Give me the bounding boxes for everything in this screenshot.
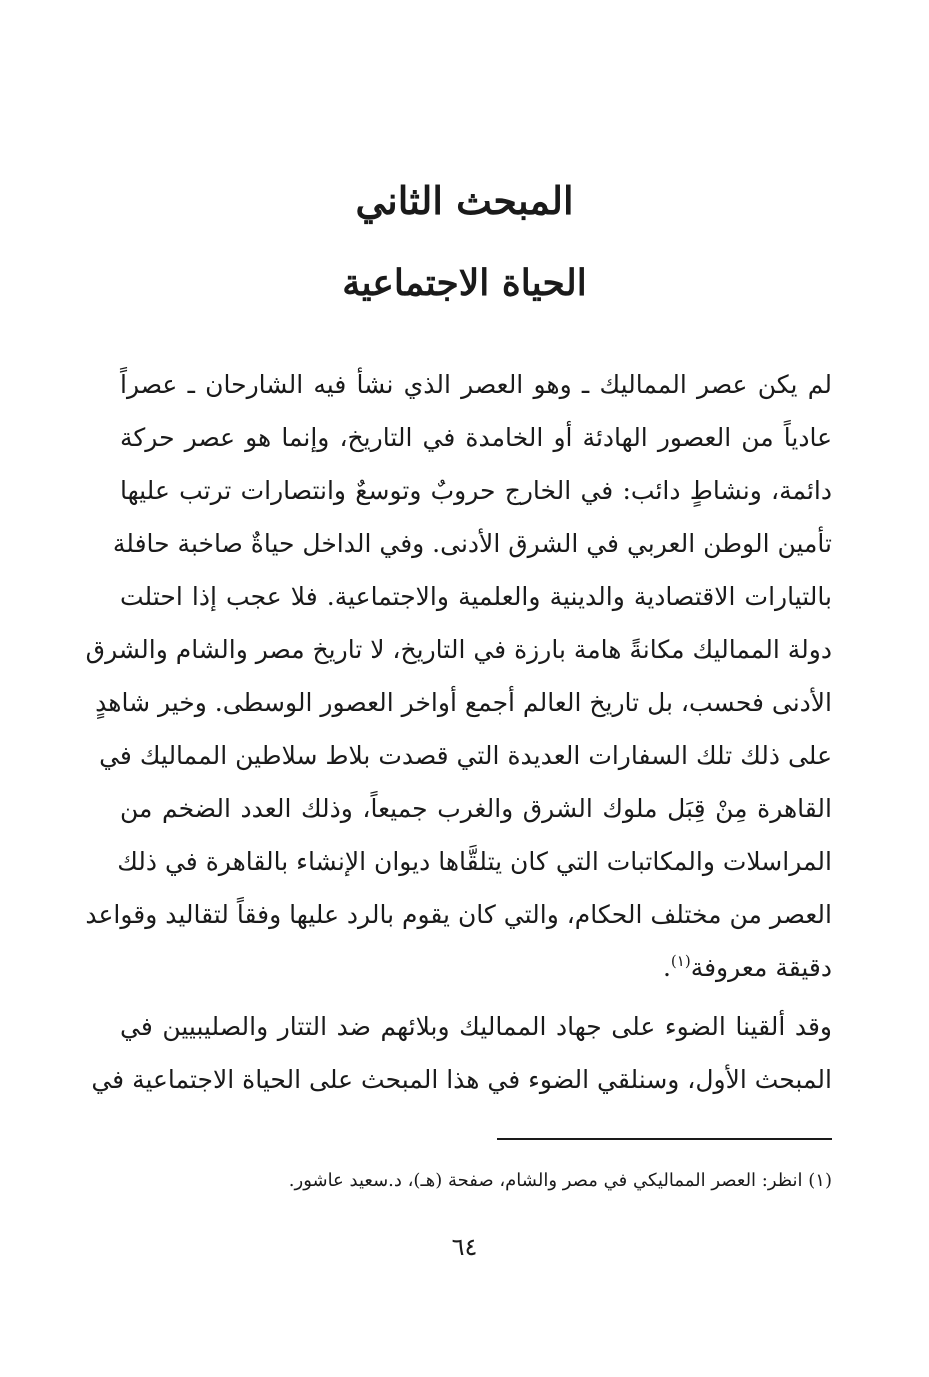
text-line: على ذلك تلك السفارات العديدة التي قصدت بلاط سلاطين المماليك في <box>99 741 832 770</box>
text-line: المبحث الأول، وسنلقي الضوء في هذا المبحث على الحياة الاجتماعية في <box>91 1065 832 1094</box>
text-line: بالتيارات الاقتصادية والدينية والعلمية والاجتماعية. فلا عجب إذا احتلت <box>120 582 832 611</box>
paragraph-2 <box>91 1000 832 1106</box>
footnote-reference: (١) <box>670 952 691 970</box>
text-line: دائمة، ونشاطٍ دائب: في الخارج حروبٌ وتوسعٌ وانتصارات ترتب عليها <box>120 476 832 505</box>
text-line: المراسلات والمكاتبات التي كان يتلقَّاها ديوان الإنشاء بالقاهرة في ذلك <box>117 847 832 876</box>
section-title: الحياة الاجتماعية <box>342 262 587 304</box>
text-line: تأمين الوطن العربي في الشرق الأدنى. وفي الداخل حياةٌ صاخبة حافلة <box>112 529 832 558</box>
text-line: العصر من مختلف الحكام، والتي كان يقوم بالرد عليها وفقاً لتقاليد وقواعد <box>85 900 832 929</box>
chapter-heading: المبحث الثاني <box>355 178 574 223</box>
footnote-divider <box>497 1138 832 1140</box>
text-line: دولة المماليك مكانةً هامة بارزة في التاريخ، لا تاريخ مصر والشام والشرق <box>85 635 832 664</box>
text-line: وقد ألقينا الضوء على جهاد المماليك وبلائهم ضد التتار والصليبيين في <box>120 1012 832 1041</box>
sentence-end: . <box>662 953 671 982</box>
text-line-last <box>120 941 832 994</box>
footnote: (١) انظر: العصر المماليكي في مصر والشام، صفحة (هـ)، د.سعيد عاشور. <box>288 1170 832 1191</box>
page-number: ٦٤ <box>451 1233 478 1261</box>
text-line: لم يكن عصر المماليك ـ وهو العصر الذي نشأ فيه الشارحان ـ عصراً <box>120 370 832 399</box>
text-line: الأدنى فحسب، بل تاريخ العالم أجمع أواخر العصور الوسطى. وخير شاهدٍ <box>95 688 832 717</box>
text-line: القاهرة مِنْ قِبَل ملوك الشرق والغرب جميعاً، وذلك العدد الضخم من <box>120 794 832 823</box>
text-line: عادياً من العصور الهادئة أو الخامدة في التاريخ، وإنما هو عصر حركة <box>120 423 832 452</box>
text-line-fragment: دقيقة معروفة <box>690 953 832 982</box>
paragraph-1 <box>85 358 832 994</box>
